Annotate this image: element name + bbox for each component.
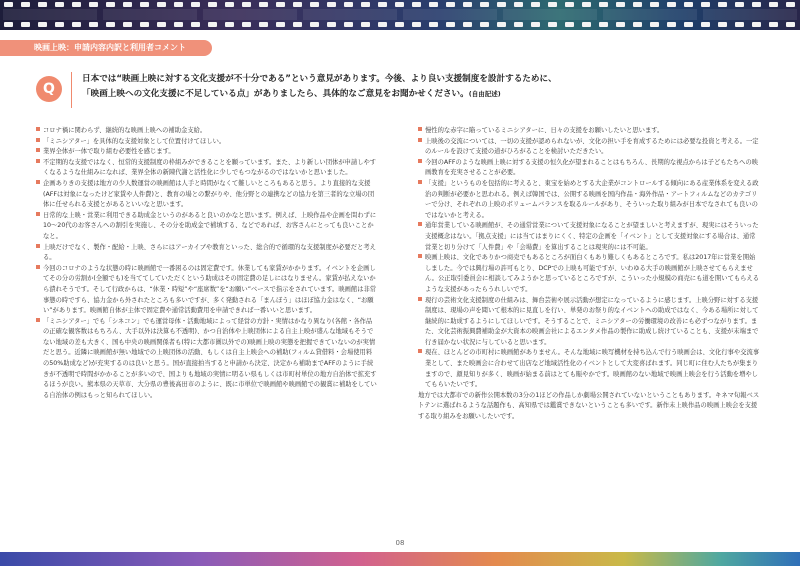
comment-item: 今回のAFFのような映画上映に対する支援の恒久化が望まれることはもちろん、長期的な視点からは子どもたちへの映画教育を充実させることが必要。 — [418, 158, 760, 179]
right-comment-column — [418, 126, 760, 423]
bottom-color-bar — [0, 552, 800, 566]
page-number: 08 — [395, 539, 405, 547]
comment-item: 映画上映は、文化でありかつ商売でもあるところが面白くもあり難しくもあるところです。私は2017年に営業を開始しました。今では興行場の許可もとり、DCPでの上映も可能ですが、いわゆる大手の映画館が上映させてもらえません。公正取引委員会に相談してみようかと思っているところですが、こういった小規模の商売にも道を開いてもらえるような支援があったらうれしいです。 — [418, 253, 760, 295]
comment-item: 慢性的な赤字に陥っているミニシアターに、日々の支援をお願いしたいと思います。 — [418, 126, 760, 137]
section-tab: 映画上映：申請内容内訳と利用者コメント — [0, 40, 212, 56]
comment-item: 「ミニシアター」を具体的な支援対象として位置付けてほしい。 — [36, 137, 378, 148]
comment-item: 上映後の交流については、一切の支援が認められないが、文化の担い手を育成するためには必要な投資と考える。一定のルールを設けて支援の道がひろがることを検討いただきたい。 — [418, 137, 760, 158]
comment-item: 上映だけでなく、製作・配給・上映、さらにはアーカイブや教育といった、総合的で循環的な支援制度が必要だと考える。 — [36, 243, 378, 264]
comment-item: 通年営業している映画館が、その通常営業について支援対象になることが望ましいと考えますが、現実にはそういった支援概念はない。「拠点支援」には当てはまりにくく、特定の企画を「イベント」として支援対象にする場合は、通常営業と切り分けて「人件費」や「会場費」を算出することは現実的には不可能。 — [418, 221, 760, 253]
film-holes-bottom — [0, 22, 800, 27]
question-badge: Q — [36, 76, 62, 102]
question-text — [82, 72, 762, 102]
comment-item: 地方では大都市での新作公開本数の3分の1ほどの作品しか劇場公開されていないということもあります。キネマ旬報ベストテンに選ばれるような話題作も、高知県では鑑賞できないということも多いです。新作未上映作品の映画上映会を支援する取り組みをお願いしたいです。 — [418, 391, 760, 421]
comment-item: 企画ありきの支援は地方の少人数運営の映画館は人手と時間がなくて難しいところもあると思う。より直接的な支援(AFFは対象になったけど家賃や人件費)と、教育の場との繋がりや、他分野との連携などの協力を第三者的な立場の団体に任せられる支援とがあるといいなと思います。 — [36, 179, 378, 211]
comment-item: 日常的な上映・営業に利用できる助成金というのがあると良いのかなと思います。例えば、上映作品や企画を問わずに10〜20代のお客さんへの割引を実施し、その分を助成金で補填する、などであれば、お客さんにとっても良いことかなと。 — [36, 211, 378, 243]
film-strip-header — [0, 0, 800, 30]
comment-item: 不定期的な支援ではなく、恒常的支援制度の枠組みができることを願っています。また、より新しい団体が申請しやすくなるような仕組みになれば、業界全体の新陳代謝と活性化に少しでもつながるのではないかと思いました。 — [36, 158, 378, 179]
question-block — [36, 68, 762, 112]
comment-item: 現在、ほとんどの市町村に映画館がありません。そんな地域に映写機材を持ち込んで行う映画会は、文化行事や交流事業として、また映画会に合わせて出店など地域活性化のイベントとして大変喜ばれます。同じ町に住む人たちが集まりますので、顔見知りが多く、映画が始まる前はとても賑やかです。映画館のない地域で映画上映会を行う活動を増やしてもらいたいです。 — [418, 348, 760, 390]
question-line-1: 日本では“映画上映に対する文化支援が不十分である”という意見があります。今後、より良い支援制度を設計するために、 — [82, 74, 557, 84]
film-frames — [0, 9, 800, 20]
left-comment-column — [36, 126, 378, 401]
comment-item: 現行の芸術文化支援制度の仕組みは、舞台芸術や展示活動が想定になっているように感じます。上映分野に対する支援制度は、現場の声を聞いて根本的に見直しを行い、単発のお祭り的なイベントへの助成ではなく、今ある場所に対して継続的に助成するようにしてほしいです。そうすることで、ミニシアターの労働環境の改善にも必ずつながります。また、文化芸術振興費補助金が大資本の映画会社によるエンタメ作品の製作に助成し続けていることも、支援が末端まで行き届かない状況に与していると思います。 — [418, 296, 760, 349]
question-divider — [71, 72, 72, 108]
comment-item: コロナ禍に関わらず、継続的な映画上映への補助金支給。 — [36, 126, 378, 137]
question-line-2: 「映画上映への文化支援に不足している点」がありましたら、具体的なご意見をお聞かせください。 — [82, 89, 469, 99]
comment-item: 「ミニシアター」でも「シネコン」でも運営母体・活動地域によって経営の方針・実情はかなり異なり(各館・各作品の正確な観客数はもちろん、大手以外は決算も不透明)、かつ自治体や上映団体による自主上映が盛んな地域もそうでない地域の差も大きく、国も中央の映画関係者も(特に大都市圏以外での)映画上映の実態を把握できていないのが実情だと思う。近隣に映画館が無い地域での上映団体の活動、もしくは自主上映会への補助(フィルム貸借料・会場使用料の50%助成など)が充実するのは良いと思う。国が直接拍当すると申請から決定、決定から補助までAFFのように手続きが不透明で時間がかかることが多いので、国よりも地域の実情に明るい県もしくは市町村単位の地方自治体で拡充するほうが良い。熊本県の天草市、大分県の豊後高田市のように、既に市単位で映画館や映画館での観賞に補助をしている自治体の例はもっと知られてほしい。 — [36, 317, 378, 402]
film-holes-top — [0, 2, 800, 7]
comment-item: 「支援」というものを包括的に考えると、東宝を始めとする大企業がコントロールする傾向にある産業体系を変える政治の判断が必要かと思われる。例えば韓国では、公開する映画を国内作品・海外作品・アートフィルムなどのカテゴリーで分け、それぞれの上映のボリュームバランスを取るルールがあり、そういった取り組みが日本でなされても良いのではないかと考える。 — [418, 179, 760, 221]
question-note: (自由記述) — [468, 90, 501, 98]
comment-item: 今回のコロナのような状態の時に映画館で一番困るのは固定費です。休業しても家賃がかかります。イベントを企画してその分の労割か(全額でも)を当ててしていただくという助成はその固定費の足しにはなりません。家賃が払えないから潰れそうです。そして行政からは、“休業・時短”や“座席数”を“お願い”ベースで指示をされています。映画館は非常事態の時ですら、協力金から外されたところも多いですが、多く発動される「まんぼう」はほぼ協力金はなく、“お願い”があります。映画館自体が主体で固定費や通常活動費用を申請できれば一番いいと思います。 — [36, 264, 378, 317]
comment-item: 業界全体が一体で取り組む必要性を感じます。 — [36, 147, 378, 158]
